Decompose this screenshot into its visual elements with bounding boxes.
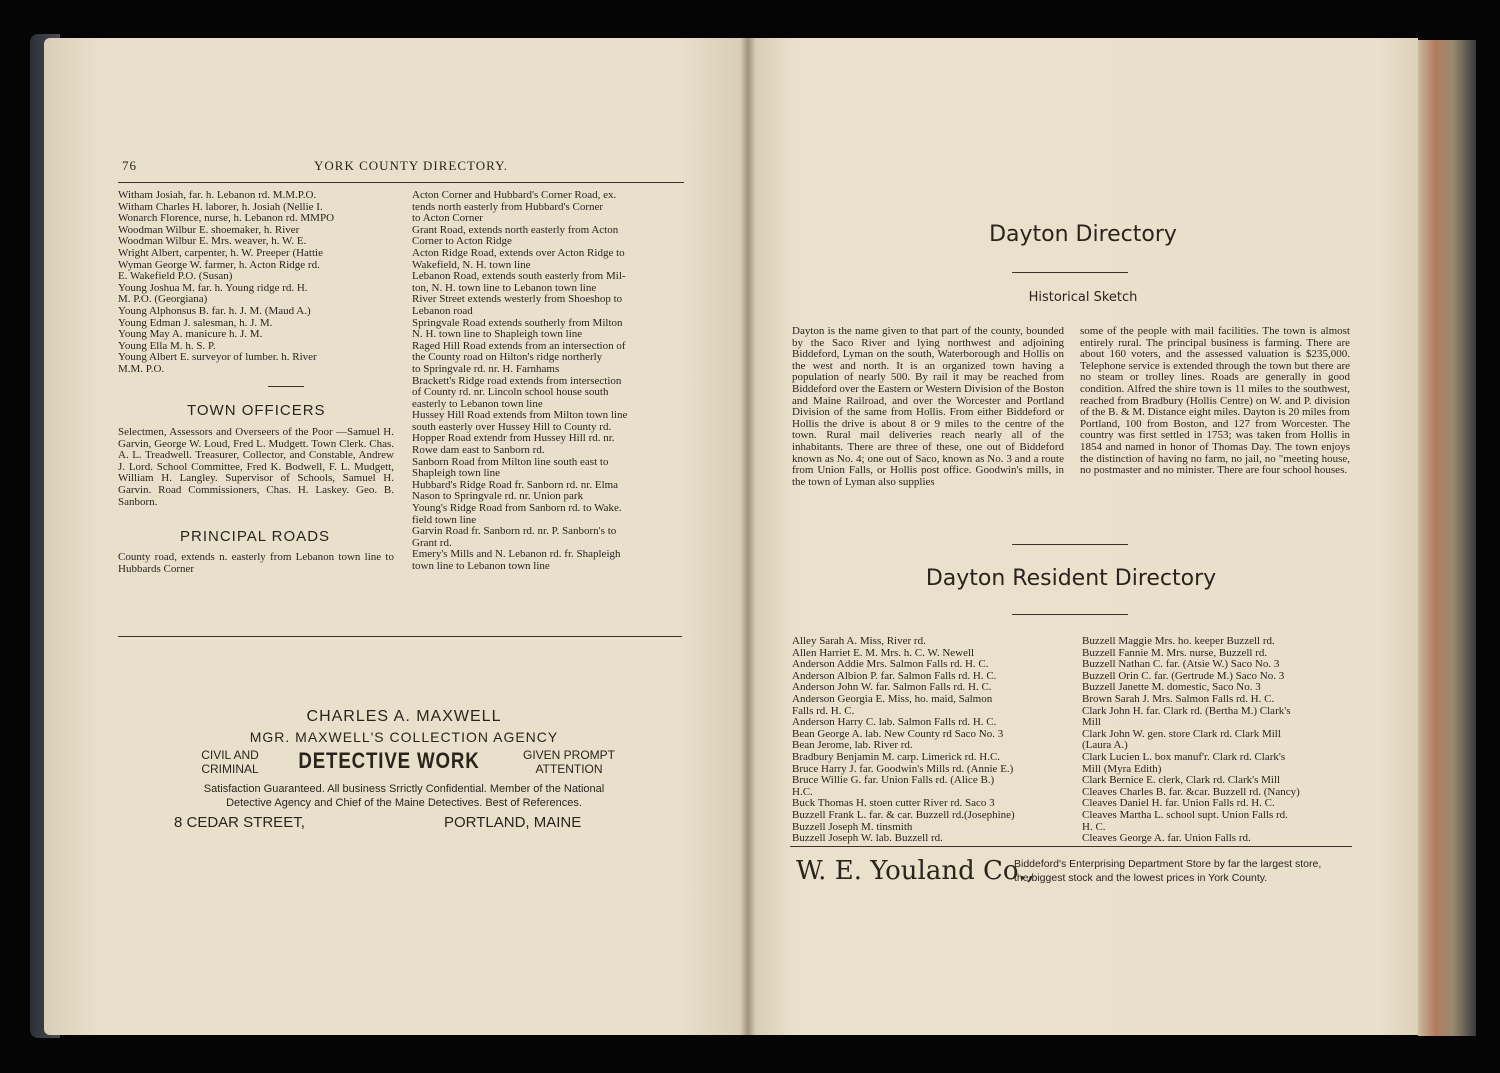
resident-entry: Bruce Harry J. far. Goodwin's Mills rd. (Annie E.)	[792, 762, 1014, 775]
resident-entry: Witham Charles H. laborer, h. Josiah (Nellie I.	[118, 200, 323, 213]
historical-sketch-col1: Dayton is the name given to that part of the county, bounded by the Saco River and lying northwest and adjoining Biddeford, Lyman on the south, Waterborough and Hollis on the west and north. It is an organized town having a population of nearly 500. By rail it may be reached from Biddeford over the Eastern or Western Division of the Boston and Maine Railroad, and over the Worcester and Portland Division of the same from Hollis. From either Biddeford or Hollis the drive is about 8 or 9 miles to the centre of the town. Rural mail deliveries reach nearly all of the inhabitants. There are three of these, one out of Biddeford known as No. 4; one out of Saco, known as No. 3 and a route from Union Falls, or Hollis post office. Goodwin's mills, in the town of Lyman also supplies	[792, 325, 1064, 488]
maxwell-ad	[174, 708, 624, 848]
ad-center: DETECTIVE WORK	[298, 748, 480, 773]
resident-entry: Mill	[1082, 716, 1101, 729]
ad-city: PORTLAND, MAINE	[444, 814, 582, 831]
resident-entry: Buzzell Joseph W. lab. Buzzell rd.	[792, 832, 943, 845]
historical-sketch-heading: Historical Sketch	[1028, 290, 1138, 305]
resident-entry: Allen Harriet E. M. Mrs. h. C. W. Newell	[792, 646, 975, 659]
road-entry: Brackett's Ridge road extends from intersection	[412, 374, 622, 387]
resident-entry: Wright Albert, carpenter, h. W. Preeper (Hattie	[118, 246, 323, 259]
resident-entry: M. P.O. (Georgiana)	[118, 293, 208, 306]
book-gutter	[740, 38, 756, 1035]
youland-ad-line-2: the biggest stock and the lowest prices in York County.	[1014, 872, 1268, 884]
resident-entry: Bean Jerome, lab. River rd.	[792, 739, 913, 752]
resident-list-w-y	[118, 190, 398, 376]
resident-entry: H.C.	[792, 785, 813, 798]
resident-entry: Cleaves George A. far. Union Falls rd.	[1082, 832, 1251, 845]
resident-entry: Clark Lucien L. box manuf'r. Clark rd. Clark's	[1082, 750, 1286, 763]
road-entry: Hopper Road extendr from Hussey Hill rd. nr.	[412, 432, 615, 445]
resident-entry: Anderson Harry C. lab. Salmon Falls rd. H. C.	[792, 716, 997, 729]
road-entry: town line to Lebanon town line	[412, 560, 550, 572]
resident-entry: Buzzell Janette M. domestic, Saco No. 3	[1082, 681, 1261, 694]
resident-entry: Young Ella M. h. S. P.	[118, 339, 216, 352]
ad-line-2: Detective Agency and Chief of the Maine Detectives. Best of References.	[226, 797, 582, 809]
road-entry: Wakefield, N. H. town line	[412, 258, 531, 271]
road-entry: of County rd. nr. Lincoln school house south	[412, 386, 609, 399]
road-entry: field town line	[412, 513, 477, 526]
resident-entry: Woodman Wilbur E. Mrs. weaver, h. W. E.	[118, 235, 307, 248]
resident-entry: Bean George A. lab. New County rd Saco No. 3	[792, 727, 1004, 740]
resident-entry: Buzzell Joseph M. tinsmith	[792, 820, 913, 833]
resident-entry: Woodman Wilbur E. shoemaker, h. River	[118, 223, 300, 236]
resident-entry: Young Edman J. salesman, h. J. M.	[118, 316, 273, 329]
road-entry: ton, N. H. town line to Lebanon town line	[412, 281, 597, 294]
footer-rule	[790, 846, 1352, 847]
resident-entry: Buzzell Fannie M. Mrs. nurse, Buzzell rd.	[1082, 646, 1268, 659]
ad-right-tag-2: ATTENTION	[535, 762, 603, 776]
resident-directory-title: Dayton Resident Directory	[925, 566, 1217, 591]
resident-entry: Falls rd. H. C.	[792, 704, 855, 717]
road-entry: Acton Ridge Road, extends over Acton Ridge to	[412, 246, 625, 259]
road-entry: Grant rd.	[412, 536, 452, 549]
road-entry: Rowe dam east to Sanborn rd.	[412, 444, 545, 457]
road-entry: Lebanon Road, extends south easterly from Mil-	[412, 270, 626, 283]
road-entry: Garvin Road fr. Sanborn rd. nr. P. Sanborn's to	[412, 525, 617, 538]
resident-entry: Buck Thomas H. stoen cutter River rd. Saco 3	[792, 797, 995, 810]
page-number: 76	[122, 158, 137, 173]
road-entry: Corner to Acton Ridge	[412, 235, 512, 248]
ad-line-1: Satisfaction Guaranteed. All business Srrictly Confidential. Member of the National	[203, 783, 605, 795]
ad-right-tag-1: GIVEN PROMPT	[522, 748, 615, 762]
road-entry: the County road on Hilton's ridge northerly	[412, 351, 603, 364]
resident-entry: H. C.	[1082, 820, 1106, 833]
resident-entry: Anderson Addie Mrs. Salmon Falls rd. H. C.	[792, 658, 989, 671]
resident-entry: (Laura A.)	[1082, 739, 1128, 752]
resident-entry: Clark John H. far. Clark rd. (Bertha M.) Clark's	[1082, 704, 1291, 717]
resident-entry: Bruce Willie G. far. Union Falls rd. (Alice B.)	[792, 774, 995, 787]
ad-divider	[118, 636, 682, 637]
ad-agency: MGR. MAXWELL'S COLLECTION AGENCY	[249, 729, 559, 745]
road-entry: Hussey Hill Road extends from Milton town line	[412, 409, 628, 422]
resident-entry: Anderson John W. far. Salmon Falls rd. H. C.	[792, 681, 992, 694]
title-rule	[1012, 272, 1128, 273]
resident-entry: Anderson Albion P. far. Salmon Falls rd. H. C.	[792, 669, 997, 682]
resident-entry: Wonarch Florence, nurse, h. Lebanon rd. MMPO	[118, 212, 335, 225]
ad-name: CHARLES A. MAXWELL	[306, 708, 502, 725]
resident-entry: E. Wakefield P.O. (Susan)	[118, 270, 233, 283]
road-entry: Grant Road, extends north easterly from Acton	[412, 223, 619, 236]
road-entry: Hubbard's Ridge Road fr. Sanborn rd. nr. Elma	[412, 478, 619, 491]
resident-entry: Young Alphonsus B. far. h. J. M. (Maud A.)	[118, 304, 311, 317]
right-page	[748, 38, 1418, 1035]
resident-entry: Cleaves Charles B. far. &car. Buzzell rd. (Nancy)	[1082, 785, 1300, 798]
road-entry: Springvale Road extends southerly from Milton	[412, 316, 623, 329]
resident-list-col2	[1082, 636, 1362, 845]
road-entry: Acton Corner and Hubbard's Corner Road, ex.	[412, 189, 617, 201]
principal-roads-heading: PRINCIPAL ROADS	[180, 528, 331, 545]
resident-entry: Mill (Myra Edith)	[1082, 762, 1162, 775]
road-entry: Raged Hill Road extends from an intersection of	[412, 339, 626, 352]
road-entry: Young's Ridge Road from Sanborn rd. to Wake.	[412, 502, 622, 515]
roads-list	[412, 190, 688, 573]
resident-entry: Cleaves Daniel H. far. Union Falls rd. H. C.	[1082, 797, 1275, 810]
resident-entry: Anderson Georgia E. Miss, ho. maid, Salmon	[792, 692, 993, 705]
resident-entry: Buzzell Orin C. far. (Gertrude M.) Saco No. 3	[1082, 669, 1285, 682]
resident-entry: Buzzell Maggie Mrs. ho. keeper Buzzell rd.	[1082, 635, 1275, 647]
resident-entry: Witham Josiah, far. h. Lebanon rd. M.M.P.O.	[118, 189, 317, 201]
ad-left-tag-2: CRIMINAL	[201, 762, 259, 776]
historical-sketch-col2: some of the people with mail facilities. The town is almost entirely rural. The principal business is farming. There are about 160 voters, and the assessed valuation is $235,000. Telephone service is extended through the town but there are no steam or trolley lines. Roads are generally in good condition. Alfred the shire town is 11 miles to the southwest, reached from Bradbury (Hollis Centre) on W. and P. division of the B. & M. Distance eight miles. Dayton is 20 miles from Portland, 100 from Boston, and 127 from Worcester. The country was first settled in 1753; was taken from Hollis in 1854 and named in honor of Thomas Day. The town enjoys the distinction of having no farm, no jail, no "meeting house, no postmaster and no minister. There are four school houses.	[1080, 325, 1350, 477]
ad-left-tag-1: CIVIL AND	[201, 748, 259, 762]
road-entry: Shapleigh town line	[412, 467, 500, 480]
town-officers-text: Selectmen, Assessors and Overseers of the Poor —Samuel H. Garvin, George W. Loud, Fred L. Mudgett. Town Clerk. Chas. A. L. Treadwell. Treasurer, Collector, and Constable, Andrew J. Lord. School Committee, Fred K. Bodwell, F. L. Mudgett, William H. Langley. Supervisor of Schools, Samuel H. Garvin. Road Commissioners, Chas. H. Laskey. Geo. B. Sanborn.	[118, 426, 394, 508]
resident-entry: Cleaves Martha L. school supt. Union Falls rd.	[1082, 808, 1288, 821]
youland-ad-line-1: Biddeford's Enterprising Department Store by far the largest store,	[1014, 858, 1322, 870]
short-divider	[268, 386, 304, 387]
resident-entry: Young Albert E. surveyor of lumber. h. River	[118, 351, 317, 364]
resident-list-col1	[792, 636, 1072, 845]
resident-entry: M.M. P.O.	[118, 362, 165, 375]
road-entry: Emery's Mills and N. Lebanon rd. fr. Shapleigh	[412, 548, 621, 561]
road-entry: tends north easterly from Hubbard's Corner	[412, 200, 604, 213]
road-entry: easterly to Lebanon town line	[412, 397, 543, 410]
road-entry: south easterly over Hussey Hill to County rd.	[412, 420, 612, 433]
running-head: YORK COUNTY DIRECTORY.	[314, 158, 509, 173]
header-rule	[118, 182, 684, 183]
road-entry: N. H. town line to Shapleigh town line	[412, 328, 583, 341]
dayton-directory-title: Dayton Directory	[989, 222, 1177, 247]
town-officers-heading: TOWN OFFICERS	[187, 402, 326, 419]
resident-entry: Young May A. manicure h. J. M.	[118, 328, 263, 341]
resident-entry: Young Joshua M. far. h. Young ridge rd. H.	[118, 281, 308, 294]
resident-rule	[1012, 614, 1128, 615]
resident-entry: Buzzell Frank L. far. & car. Buzzell rd.(Josephine)	[792, 808, 1015, 821]
resident-entry: Clark John W. gen. store Clark rd. Clark Mill	[1082, 727, 1281, 740]
road-entry: Lebanon road	[412, 304, 473, 317]
resident-entry: Clark Bernice E. clerk, Clark rd. Clark's Mill	[1082, 774, 1281, 787]
section-rule	[1012, 544, 1128, 545]
principal-roads-text: County road, extends n. easterly from Lebanon town line to Hubbards Corner	[118, 551, 394, 575]
road-entry: River Street extends westerly from Shoeshop to	[412, 293, 623, 306]
resident-entry: Buzzell Nathan C. far. (Atsie W.) Saco No. 3	[1082, 658, 1280, 671]
ad-street: 8 CEDAR STREET,	[174, 814, 305, 831]
road-entry: Nason to Springvale rd. nr. Union park	[412, 490, 584, 503]
road-entry: Sanborn Road from Milton line south east to	[412, 455, 609, 468]
resident-entry: Bradbury Benjamin M. carp. Limerick rd. H.C.	[792, 750, 1001, 763]
right-cover-edge	[1418, 40, 1476, 1036]
resident-entry: Wyman George W. farmer, h. Acton Ridge rd.	[118, 258, 320, 271]
resident-entry: Brown Sarah J. Mrs. Salmon Falls rd. H. C.	[1082, 692, 1275, 705]
road-entry: to Acton Corner	[412, 212, 483, 225]
resident-entry: Alley Sarah A. Miss, River rd.	[792, 635, 926, 647]
left-page	[44, 38, 748, 1035]
road-entry: to Springvale rd. nr. H. Farnhams	[412, 362, 560, 375]
youland-ad-name: W. E. Youland Co.,	[796, 856, 1035, 886]
